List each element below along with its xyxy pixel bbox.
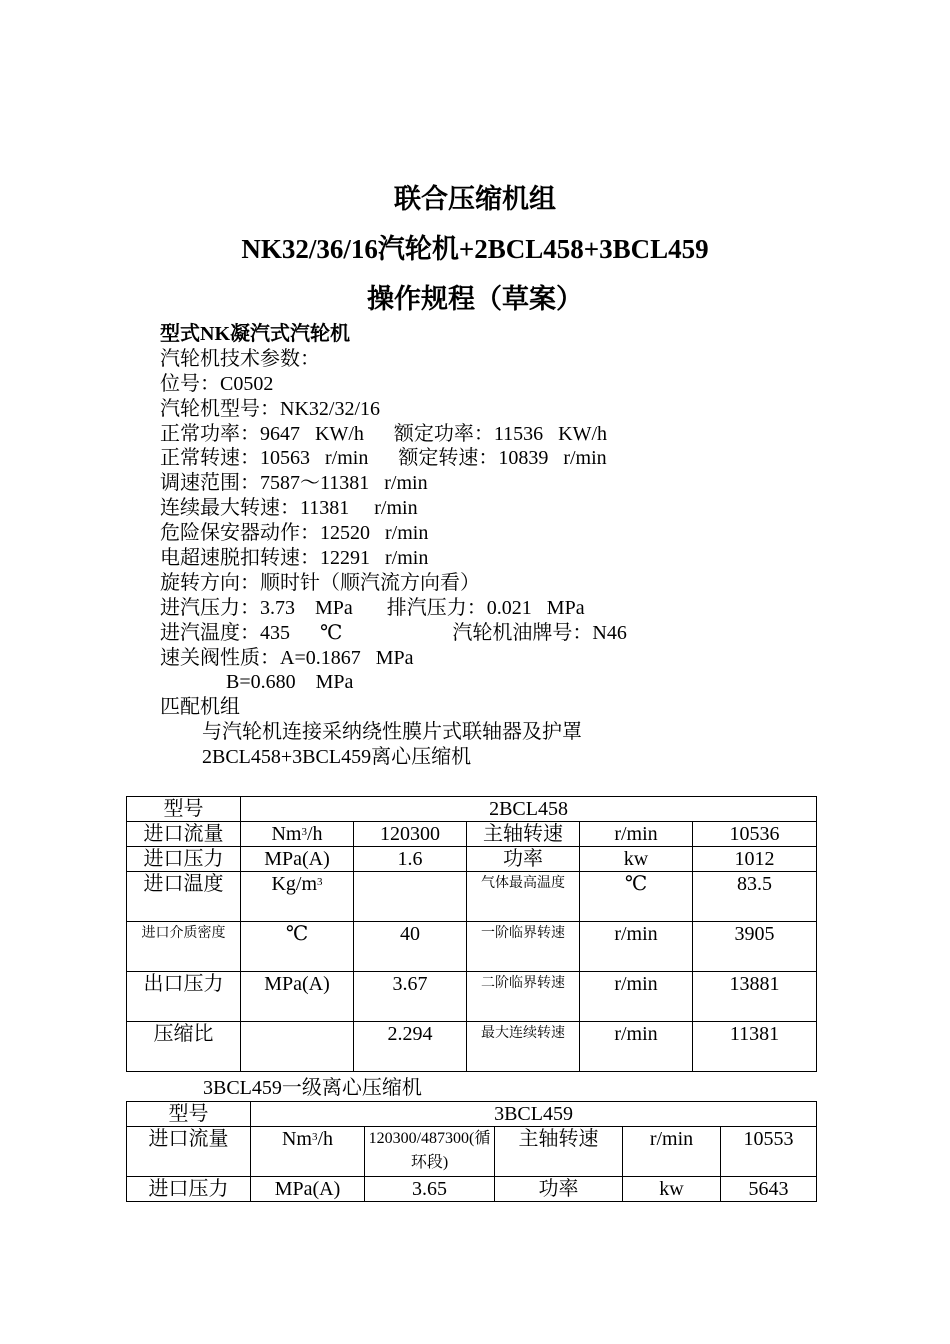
table-row xyxy=(127,1022,817,1072)
header-value: 3BCL459 xyxy=(251,1102,817,1127)
turbine-parameters xyxy=(160,322,860,770)
table-cell: 一阶临界转速 xyxy=(467,922,580,972)
compressor-line: 2BCL458+3BCL459离心压缩机 xyxy=(202,746,472,769)
table-cell: 11381 xyxy=(693,1022,817,1072)
table-row xyxy=(127,1127,817,1177)
valve-b-line: B=0.680 MPa xyxy=(226,671,354,694)
table-cell: 10536 xyxy=(693,822,817,847)
table-cell: kw xyxy=(580,847,693,872)
table-cell: r/min xyxy=(580,922,693,972)
table-cell: kw xyxy=(623,1177,721,1202)
table-row xyxy=(127,872,817,922)
table-cell: 5643 xyxy=(721,1177,817,1202)
compressor-2bcl458-table xyxy=(126,796,817,1072)
table-cell: 气体最高温度 xyxy=(467,872,580,922)
table-cell-unit: Nm$^3$/h xyxy=(241,822,354,847)
table-cell: 功率 xyxy=(467,847,580,872)
doc-title: 联合压缩机组 xyxy=(394,184,556,214)
table-cell: 主轴转速 xyxy=(495,1127,623,1177)
matching-line: 匹配机组 xyxy=(160,696,240,719)
table-header-row xyxy=(127,1102,817,1127)
section-heading: 型式NK凝汽式汽轮机 xyxy=(160,323,350,345)
table-cell: r/min xyxy=(580,822,693,847)
table-cell: 最大连续转速 xyxy=(467,1022,580,1072)
table-cell: 功率 xyxy=(495,1177,623,1202)
normal-speed: 正常转速：10563 r/min xyxy=(160,447,369,470)
doc-subtitle: NK32/36/16汽轮机+2BCL458+3BCL459 xyxy=(241,234,709,264)
table-cell: ℃ xyxy=(580,872,693,922)
table-header-row xyxy=(127,797,817,822)
table-cell: MPa(A) xyxy=(251,1177,365,1202)
table-cell: MPa(A) xyxy=(241,847,354,872)
header-value: 2BCL458 xyxy=(241,797,817,822)
doc-subtitle-2: 操作规程（草案） xyxy=(367,284,583,314)
table-cell: 2.294 xyxy=(354,1022,467,1072)
table-cell: 进口流量 xyxy=(127,822,241,847)
oil-grade: 汽轮机油牌号：N46 xyxy=(452,621,627,644)
header-label: 型号 xyxy=(127,797,241,822)
table-cell: 10553 xyxy=(721,1127,817,1177)
table-cell: 进口介质密度 xyxy=(127,922,241,972)
table-cell: 13881 xyxy=(693,972,817,1022)
table-cell: 1012 xyxy=(693,847,817,872)
inlet-pressure: 进汽压力：3.73 MPa xyxy=(160,596,353,619)
table-cell xyxy=(354,872,467,922)
table-row xyxy=(127,822,817,847)
table-cell: ℃ xyxy=(241,922,354,972)
table-row xyxy=(127,1177,817,1202)
table-cell: 二阶临界转速 xyxy=(467,972,580,1022)
table-cell: 3905 xyxy=(693,922,817,972)
params-title: 汽轮机技术参数： xyxy=(160,347,320,370)
table-cell: 进口流量 xyxy=(127,1127,251,1177)
table-cell: 83.5 xyxy=(693,872,817,922)
emergency-trip-line: 危险保安器动作：12520 r/min xyxy=(160,522,429,545)
table-cell: r/min xyxy=(580,1022,693,1072)
table-cell: MPa(A) xyxy=(241,972,354,1022)
valve-a-line: 速关阀性质：A=0.1867 MPa xyxy=(160,646,414,669)
table2-caption: 3BCL459一级离心压缩机 xyxy=(203,1077,422,1099)
position-line: 位号：C0502 xyxy=(160,372,274,395)
table-row xyxy=(127,922,817,972)
table-cell: 压缩比 xyxy=(127,1022,241,1072)
model-line: 汽轮机型号：NK32/32/16 xyxy=(160,397,380,420)
rated-power: 额定功率：11536 KW/h xyxy=(393,422,608,445)
table-cell: r/min xyxy=(580,972,693,1022)
table-cell-unit: Nm$^3$/h xyxy=(251,1127,365,1177)
compressor-3bcl459-table xyxy=(126,1101,817,1202)
table-cell: 3.67 xyxy=(354,972,467,1022)
table-cell: 1.6 xyxy=(354,847,467,872)
table-cell: r/min xyxy=(623,1127,721,1177)
header-label: 型号 xyxy=(127,1102,251,1127)
temp-line xyxy=(160,621,860,646)
rated-speed: 额定转速：10839 r/min xyxy=(398,447,607,470)
exhaust-pressure: 排汽压力：0.021 MPa xyxy=(386,596,585,619)
table-cell: 出口压力 xyxy=(127,972,241,1022)
table-cell: 40 xyxy=(354,922,467,972)
coupling-line: 与汽轮机连接采纳绕性膜片式联轴器及护罩 xyxy=(202,721,582,744)
table-cell: 进口温度 xyxy=(127,872,241,922)
overspeed-trip-line: 电超速脱扣转速：12291 r/min xyxy=(160,547,429,570)
table-cell xyxy=(241,1022,354,1072)
table-cell: 3.65 xyxy=(365,1177,495,1202)
table-cell: 120300/487300(循环段) xyxy=(365,1127,495,1177)
inlet-temp: 进汽温度：435 ℃ xyxy=(160,621,343,644)
table-cell: 进口压力 xyxy=(127,847,241,872)
rotation-line: 旋转方向：顺时针（顺汽流方向看） xyxy=(160,571,480,594)
table-cell: 120300 xyxy=(354,822,467,847)
speed-range-line: 调速范围：7587～11381 r/min xyxy=(160,472,428,495)
table-row xyxy=(127,972,817,1022)
table-cell: 进口压力 xyxy=(127,1177,251,1202)
table-row xyxy=(127,847,817,872)
normal-power: 正常功率：9647 KW/h xyxy=(160,422,364,445)
table-cell-unit: $Kg/m^3$ xyxy=(241,872,354,922)
power-line xyxy=(160,422,860,447)
table-cell: 主轴转速 xyxy=(467,822,580,847)
max-speed-line: 连续最大转速：11381 r/min xyxy=(160,497,418,520)
pressure-line xyxy=(160,596,860,621)
speed-line xyxy=(160,446,860,471)
